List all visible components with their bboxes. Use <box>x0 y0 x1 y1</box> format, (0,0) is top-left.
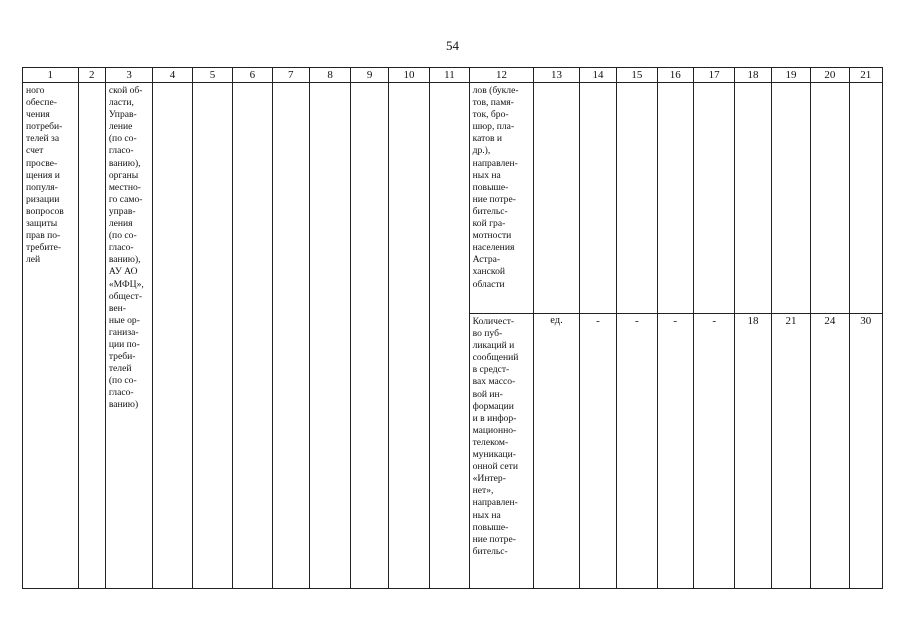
col-header-16: 16 <box>657 68 693 83</box>
col-header-14: 14 <box>579 68 616 83</box>
table-cell <box>693 314 734 589</box>
table-cell <box>693 83 734 314</box>
col-header-5: 5 <box>192 68 232 83</box>
col-header-18: 18 <box>735 68 771 83</box>
col-header-15: 15 <box>617 68 657 83</box>
col-header-20: 20 <box>811 68 849 83</box>
table-cell <box>657 83 693 314</box>
value-cell: - <box>712 315 716 327</box>
table-cell <box>78 83 105 589</box>
table-cell <box>309 83 350 589</box>
table-cell <box>771 83 810 314</box>
table-cell <box>534 314 579 589</box>
table-cell <box>233 83 272 589</box>
table-cell <box>617 314 657 589</box>
header-row <box>23 68 883 83</box>
unit-label: ед. <box>550 315 563 326</box>
col-header-11: 11 <box>430 68 469 83</box>
table-cell <box>811 83 849 314</box>
value-cell: 18 <box>747 315 759 327</box>
col-header-6: 6 <box>233 68 272 83</box>
table-cell <box>469 83 534 314</box>
table-cell <box>579 314 616 589</box>
table-cell <box>849 314 882 589</box>
col-header-8: 8 <box>309 68 350 83</box>
measure-name-text: ного обеспе- чения потреби- телей за счет просве- щения и популя- ризации вопросов защиты прав по- требите- лей <box>26 85 64 266</box>
table-cell <box>735 314 771 589</box>
col-header-21: 21 <box>849 68 882 83</box>
table-cell <box>735 83 771 314</box>
col-header-9: 9 <box>351 68 388 83</box>
table-cell <box>849 83 882 314</box>
table-cell <box>617 83 657 314</box>
value-cell: - <box>596 315 600 327</box>
col-header-13: 13 <box>534 68 579 83</box>
value-cell: 30 <box>860 315 872 327</box>
table-cell <box>351 83 388 589</box>
responsible-executors-text: ской об- ласти, Управ- ление (по со- гласо- ванию), органы местно- го само- управ- ления (по со- гласо- ванию), АУ АО «МФЦ», общест- вен- ные ор- ганиза- ции по- треби- телей (по со- гласо- ванию) <box>108 85 144 411</box>
col-header-10: 10 <box>388 68 429 83</box>
table-cell <box>534 83 579 314</box>
col-header-4: 4 <box>153 68 192 83</box>
col-header-2: 2 <box>78 68 105 83</box>
indicator-1-text: лов (букле- тов, памя- ток, бро- шюр, пла- катов и др.), направлен- ных на повыше- ние потре- бительс- кой гра- мотности населения Астра- ханской области <box>472 85 519 290</box>
value-cell: - <box>673 315 678 327</box>
table-cell <box>469 314 534 589</box>
table-cell <box>811 314 849 589</box>
table-cell <box>153 83 192 589</box>
indicator-2-text: Количест- во пуб- ликаций и сообщений в средст- вах массо- вой ин- формации и в инфор- мационно- телеком- муникаци- онной сети «Интер- нет», направлен- ных на повыше- ние потре- бительс- <box>472 316 519 557</box>
value-cell: 24 <box>824 315 836 327</box>
table-cell <box>430 83 469 589</box>
table-cell <box>192 83 232 589</box>
table-cell <box>657 314 693 589</box>
page-number: 54 <box>446 38 459 53</box>
program-table <box>22 67 883 589</box>
table-cell <box>771 314 810 589</box>
col-header-3: 3 <box>105 68 152 83</box>
table-cell <box>23 83 79 589</box>
value-cell: - <box>635 315 639 327</box>
table-row <box>23 83 883 314</box>
table-cell <box>388 83 429 589</box>
col-header-19: 19 <box>771 68 810 83</box>
table-cell <box>272 83 309 589</box>
col-header-17: 17 <box>693 68 734 83</box>
table-cell <box>105 83 152 589</box>
value-cell: 21 <box>785 315 797 327</box>
col-header-1: 1 <box>23 68 79 83</box>
table-cell <box>579 83 616 314</box>
col-header-7: 7 <box>272 68 309 83</box>
col-header-12: 12 <box>469 68 534 83</box>
